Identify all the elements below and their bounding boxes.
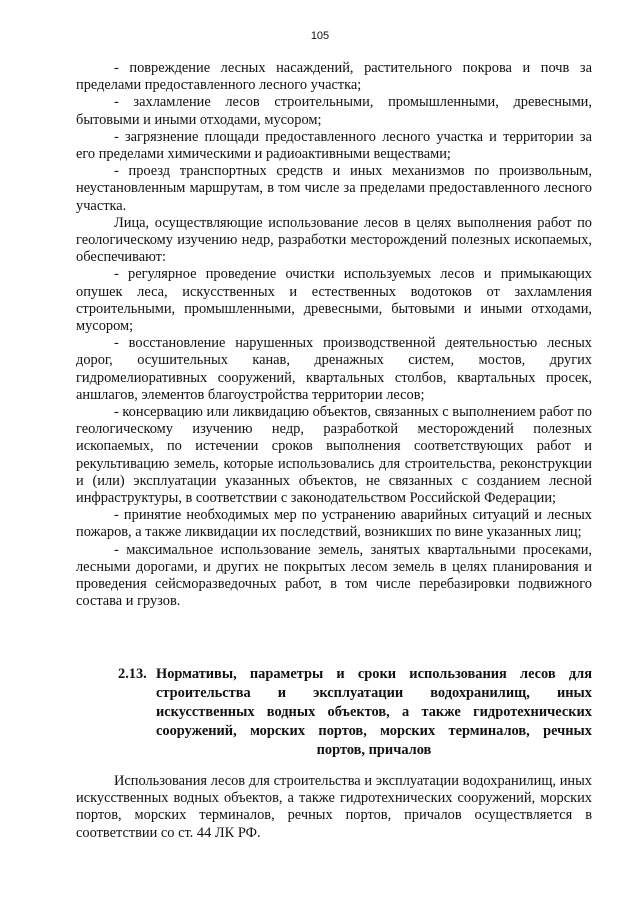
paragraph: Лица, осуществляющие использование лесов в целях выполнения работ по геологическому изучению недр, разработки месторождений полезных ископаемых, обеспечивают: <box>76 214 592 266</box>
paragraph: - проезд транспортных средств и иных механизмов по произвольным, неустановленным маршрутам, в том числе за пределами предоставленного лесного участка. <box>76 163 592 214</box>
page-number: 105 <box>310 30 330 42</box>
paragraph: - консервацию или ликвидацию объектов, связанных с выполнением работ по геологическому изучению недр, разработкой месторождений полезных ископаемых, по истечении сроков выполнения соответствующих работ и рекультивацию земель, которые использовались для строительства, реконструкции и (или) эксплуатации указанных объектов, не связанных с созданием лесной инфраструктуры, в соответствии с законодательством Российской Федерации; <box>76 404 592 507</box>
paragraph: - максимальное использование земель, занятых квартальными просеками, лесными дорогами, и других не покрытых лесом земель в целях планирования и проведения сейсморазведочных работ, в том числе перебазировки подвижного состава и грузов. <box>76 541 592 610</box>
closing-text <box>76 773 592 842</box>
paragraph: - загрязнение площади предоставленного лесного участка и территории за его пределами химическими и радиоактивными веществами; <box>76 128 592 163</box>
section-number: 2.13. <box>118 666 147 682</box>
paragraph: Использования лесов для строительства и эксплуатации водохранилищ, иных искусственных водных объектов, а также гидротехнических сооружений, морских портов, морских терминалов, речных портов, причалов осуществляется в соответствии со ст. 44 ЛК РФ. <box>76 773 592 841</box>
body-text <box>76 60 592 611</box>
paragraph: - восстановление нарушенных производственной деятельностью лесных дорог, осушительных канав, дренажных систем, мостов, других гидромелиоративных сооружений, квартальных столбов, квартальных просек, аншлагов, элементов благоустройства территории лесов; <box>76 335 592 403</box>
section-title: Нормативы, параметры и сроки использования лесов для строительства и эксплуатации водохранилищ, иных искусственных водных объектов, а также гидротехнических сооружений, морских портов, морских терминалов, речных портов, причалов <box>156 666 592 758</box>
paragraph: - принятие необходимых мер по устранению аварийных ситуаций и лесных пожаров, а также ликвидации их последствий, возникших по вине указанных лиц; <box>76 507 592 541</box>
paragraph: - захламление лесов строительными, промышленными, древесными, бытовыми и иными отходами, мусором; <box>76 94 592 128</box>
paragraph: - повреждение лесных насаждений, растительного покрова и почв за пределами предоставленного лесного участка; <box>76 60 592 94</box>
paragraph: - регулярное проведение очистки используемых лесов и примыкающих опушек леса, искусственных и естественных водотоков от захламления строительными, промышленными, древесными, бытовыми и иными отходами, мусором; <box>76 266 592 335</box>
section-heading <box>118 665 592 760</box>
